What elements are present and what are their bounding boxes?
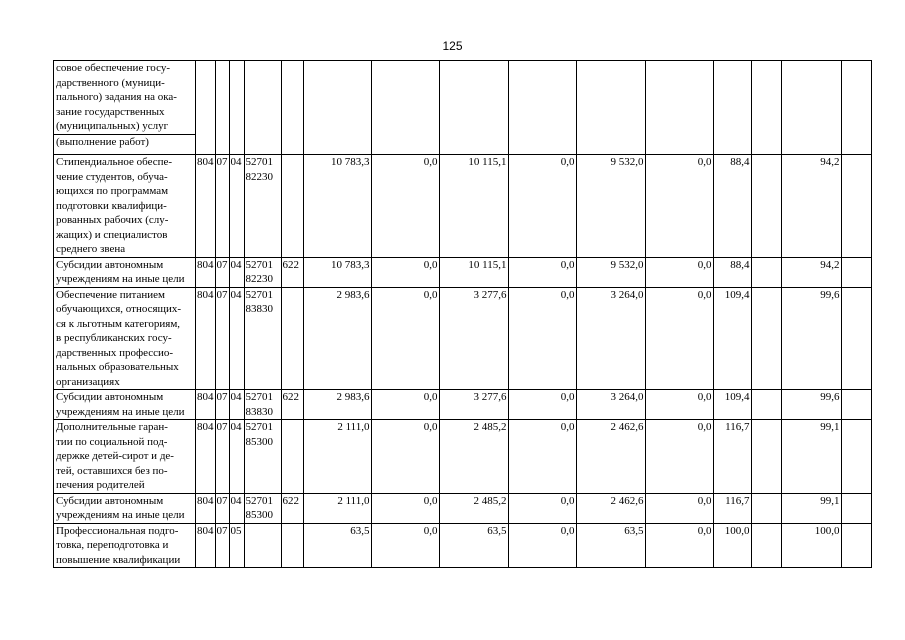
vr-cell [281,61,303,155]
amount-4-cell: 0,0 [508,390,576,420]
csr-part: 52701 [245,258,273,271]
amount-5-cell: 2 462,6 [576,493,645,523]
amount-3-cell [439,61,508,155]
row-name-line: чение студентов, обуча- [56,170,168,183]
csr-part: 83830 [245,405,273,418]
spacer-cell [751,155,781,258]
amount-6-cell [645,61,713,155]
rz-cell: 07 [215,493,229,523]
rz-cell: 07 [215,420,229,494]
amount-5-cell: 9 532,0 [576,257,645,287]
amount-1-cell [303,61,371,155]
row-name-line: ющихся по программам [56,185,169,197]
spacer-cell [841,420,871,494]
csr-part: 83830 [245,303,273,315]
row-name-cell [54,287,196,390]
row-name-line: организациях [56,375,120,388]
vr-cell: 622 [281,257,303,287]
amount-6-cell: 0,0 [645,420,713,494]
csr-part: 82230 [245,273,273,285]
amount-5-cell: 63,5 [576,523,645,568]
ved-cell: 804 [196,420,216,494]
percent-1-cell: 88,4 [713,155,751,258]
spacer-cell [751,493,781,523]
row-name-line: Субсидии автономным [56,494,164,507]
spacer-cell [751,287,781,390]
ved-cell: 804 [196,155,216,258]
percent-1-cell: 88,4 [713,257,751,287]
pr-cell: 04 [229,287,244,390]
amount-2-cell: 0,0 [371,155,439,258]
percent-2-cell: 94,2 [781,257,841,287]
vr-cell [281,420,303,494]
rz-cell [215,61,229,155]
percent-1-cell: 116,7 [713,420,751,494]
percent-1-cell: 109,4 [713,390,751,420]
amount-1-cell: 2 111,0 [303,493,371,523]
csr-part: 52701 [245,288,273,301]
amount-2-cell: 0,0 [371,390,439,420]
row-name-line: рованных рабочих (слу- [56,214,169,226]
row-name-line: подготовки квалифици- [56,199,167,212]
amount-1-cell: 2 983,6 [303,390,371,420]
row-name-line: тии по социальной под- [56,435,168,448]
spacer-cell [751,420,781,494]
table-row [54,390,872,420]
amount-2-cell: 0,0 [371,493,439,523]
row-name-line: дарственных профессио- [56,346,174,359]
percent-1-cell: 100,0 [713,523,751,568]
percent-2-cell: 94,2 [781,155,841,258]
rz-cell: 07 [215,287,229,390]
pr-cell: 04 [229,493,244,523]
amount-4-cell: 0,0 [508,493,576,523]
vr-cell [281,155,303,258]
amount-4-cell: 0,0 [508,523,576,568]
row-name-cell [54,257,196,287]
spacer-cell [751,257,781,287]
pr-cell: 04 [229,155,244,258]
csr-cell [244,493,281,523]
percent-1-cell: 116,7 [713,493,751,523]
spacer-cell [841,523,871,568]
amount-4-cell [508,61,576,155]
budget-table [53,60,872,568]
pr-cell: 04 [229,390,244,420]
amount-5-cell: 2 462,6 [576,420,645,494]
row-name-line: учреждениям на иные цели [56,405,185,418]
table-row [54,493,872,523]
spacer-cell [751,523,781,568]
amount-5-cell: 3 264,0 [576,287,645,390]
pr-cell: 05 [229,523,244,568]
csr-part: 52701 [245,391,273,403]
row-name-line: (выполнение работ) [54,134,195,150]
amount-4-cell: 0,0 [508,155,576,258]
amount-2-cell [371,61,439,155]
pr-cell: 04 [229,257,244,287]
vr-cell: 622 [281,493,303,523]
amount-6-cell: 0,0 [645,523,713,568]
amount-1-cell: 10 783,3 [303,155,371,258]
pr-cell [229,61,244,155]
percent-1-cell [713,61,751,155]
row-name-line: Профессиональная подго- [56,524,179,537]
row-name-line: Субсидии автономным [56,258,164,271]
row-name-line: среднего звена [56,243,126,255]
amount-2-cell: 0,0 [371,523,439,568]
csr-cell [244,390,281,420]
amount-2-cell: 0,0 [371,257,439,287]
amount-6-cell: 0,0 [645,493,713,523]
amount-6-cell: 0,0 [645,390,713,420]
ved-cell: 804 [196,257,216,287]
amount-6-cell: 0,0 [645,287,713,390]
amount-3-cell: 2 485,2 [439,420,508,494]
table-row [54,257,872,287]
row-name-line: в республиканских госу- [56,332,172,344]
csr-cell [244,257,281,287]
csr-part: 82230 [245,170,273,183]
csr-part: 52701 [245,156,273,168]
ved-cell: 804 [196,493,216,523]
csr-cell [244,420,281,494]
percent-2-cell [781,61,841,155]
row-name-line: товка, переподготовка и [56,539,169,551]
row-name-line: Субсидии автономным [56,391,164,403]
amount-3-cell: 63,5 [439,523,508,568]
row-name-cell [54,420,196,494]
ved-cell [196,61,216,155]
row-name-line: Обеспечение питанием [56,288,165,301]
vr-cell [281,287,303,390]
amount-4-cell: 0,0 [508,287,576,390]
row-name-line: учреждениям на иные цели [56,509,185,521]
row-name-cell [54,61,196,155]
percent-2-cell: 100,0 [781,523,841,568]
row-name-line: печения родителей [56,479,145,491]
percent-2-cell: 99,6 [781,287,841,390]
spacer-cell [841,390,871,420]
amount-1-cell: 2 111,0 [303,420,371,494]
amount-3-cell: 10 115,1 [439,257,508,287]
spacer-cell [841,155,871,258]
amount-3-cell: 10 115,1 [439,155,508,258]
rz-cell: 07 [215,155,229,258]
table-row [54,523,872,568]
table-row [54,287,872,390]
amount-6-cell: 0,0 [645,257,713,287]
vr-cell: 622 [281,390,303,420]
row-name-line: Стипендиальное обеспе- [56,156,173,168]
csr-part: 85300 [245,435,273,448]
amount-1-cell: 63,5 [303,523,371,568]
amount-5-cell [576,61,645,155]
row-name-line: зание государственных [56,105,165,118]
spacer-cell [841,257,871,287]
row-name-line: нальных образовательных [56,361,179,373]
amount-4-cell: 0,0 [508,420,576,494]
row-name-line: повышение квалификации [56,553,181,566]
csr-cell [244,155,281,258]
csr-cell [244,287,281,390]
row-name-line: обучающихся, относящих- [56,303,182,315]
percent-2-cell: 99,1 [781,493,841,523]
spacer-cell [751,390,781,420]
amount-3-cell: 3 277,6 [439,390,508,420]
amount-5-cell: 9 532,0 [576,155,645,258]
amount-3-cell: 2 485,2 [439,493,508,523]
ved-cell: 804 [196,523,216,568]
amount-2-cell: 0,0 [371,420,439,494]
amount-1-cell: 10 783,3 [303,257,371,287]
csr-part: 85300 [245,509,273,521]
pr-cell: 04 [229,420,244,494]
rz-cell: 07 [215,390,229,420]
rz-cell: 07 [215,523,229,568]
row-name-line: тей, оставшихся без по- [56,464,168,477]
row-name-line: дарственного (муници- [56,76,165,89]
ved-cell: 804 [196,287,216,390]
csr-part: 52701 [245,494,273,507]
csr-cell [244,523,281,568]
row-name-cell [54,155,196,258]
spacer-cell [841,493,871,523]
percent-2-cell: 99,1 [781,420,841,494]
page-number: 125 [442,39,463,53]
row-name-line: учреждениям на иные цели [56,273,185,285]
table-row [54,61,872,155]
amount-6-cell: 0,0 [645,155,713,258]
percent-1-cell: 109,4 [713,287,751,390]
amount-1-cell: 2 983,6 [303,287,371,390]
rz-cell: 07 [215,257,229,287]
ved-cell: 804 [196,390,216,420]
vr-cell [281,523,303,568]
csr-cell [244,61,281,155]
row-name-line: ся к льготным категориям, [56,317,181,330]
row-name-line: пального) задания на ока- [56,91,177,103]
amount-3-cell: 3 277,6 [439,287,508,390]
row-name-line: совое обеспечение госу- [56,62,170,74]
table-row [54,155,872,258]
amount-5-cell: 3 264,0 [576,390,645,420]
row-name-line: жащих) и специалистов [56,228,168,241]
row-name-line: Дополнительные гаран- [56,421,168,433]
table-row [54,420,872,494]
spacer-cell [841,287,871,390]
spacer-cell [751,61,781,155]
row-name-cell [54,493,196,523]
percent-2-cell: 99,6 [781,390,841,420]
row-name-line: держке детей-сирот и де- [56,450,174,462]
amount-2-cell: 0,0 [371,287,439,390]
csr-part: 52701 [245,421,273,433]
amount-4-cell: 0,0 [508,257,576,287]
row-name-cell [54,523,196,568]
row-name-line: (муниципальных) услуг [56,120,169,132]
row-name-cell [54,390,196,420]
spacer-cell [841,61,871,155]
